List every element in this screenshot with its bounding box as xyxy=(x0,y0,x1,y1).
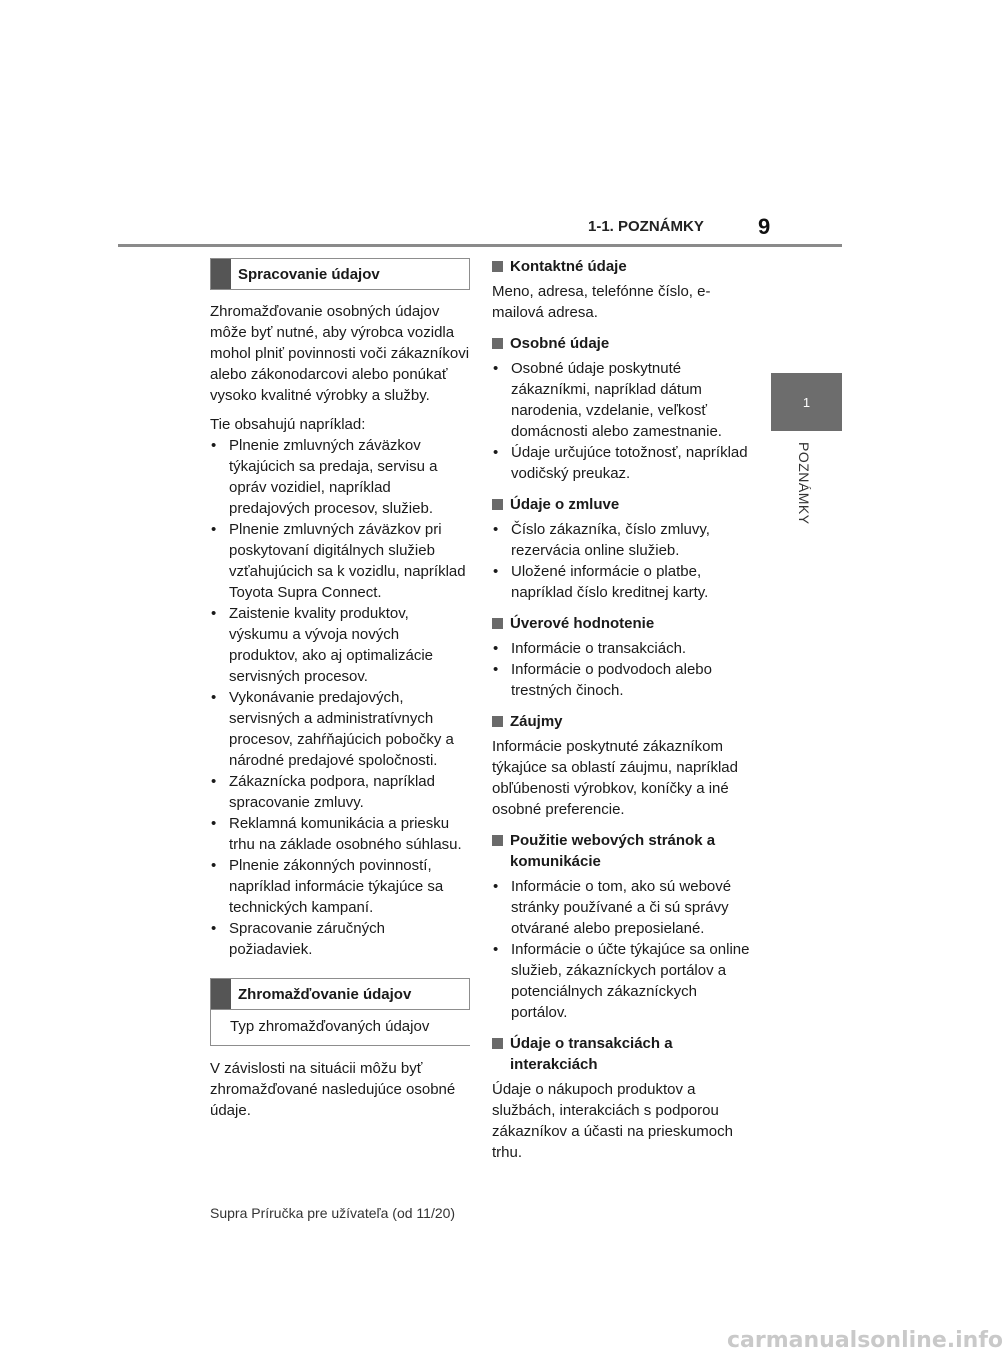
block-text: Informácie poskytnuté zákazníkom týkajúce sa oblastí záujmu, napríklad obľúbenosti výrobkov, koníčky a iné osobné preferencie. xyxy=(492,738,738,818)
watermark: carmanualsonline.info xyxy=(727,1328,1003,1353)
examples-list xyxy=(210,435,470,960)
subsection-box: Typ zhromažďovaných údajov xyxy=(210,1010,470,1046)
list-item: • Osobné údaje poskytnuté zákazníkmi, napríklad dátum narodenia, vzdelanie, veľkosť domácnosti alebo zamestnanie. xyxy=(493,360,722,440)
block-title: Údaje o zmluve xyxy=(510,496,620,513)
block-credit xyxy=(492,613,754,701)
block-title: Kontaktné údaje xyxy=(510,258,627,275)
list-item: • Zaistenie kvality produktov, výskumu a vývoja nových produktov, ako aj optimalizácie servisných procesov. xyxy=(211,605,433,685)
left-column xyxy=(210,258,470,1129)
chapter-tab: 1 xyxy=(771,373,842,431)
block-interests xyxy=(492,711,754,820)
block-personal xyxy=(492,333,754,484)
section-header: 1-1. POZNÁMKY xyxy=(588,218,704,235)
chapter-side-label: POZNÁMKY xyxy=(796,442,812,525)
square-bullet-icon xyxy=(492,1038,503,1049)
block-title: Údaje o transakciách a interakciách xyxy=(510,1035,673,1073)
examples-lead: Tie obsahujú napríklad: xyxy=(210,416,366,433)
list-item: • Uložené informácie o platbe, napríklad číslo kreditnej karty. xyxy=(493,563,709,601)
list-item: • Informácie o transakciách. xyxy=(493,640,687,657)
list-item: • Plnenie zmluvných záväzkov týkajúcich sa predaja, servisu a opráv vozidiel, napríklad predajových procesov, služieb. xyxy=(211,437,438,517)
section-box-data-collection xyxy=(210,978,470,1010)
square-bullet-icon xyxy=(492,261,503,272)
list-item: • Zákaznícka podpora, napríklad spracovanie zmluvy. xyxy=(211,773,435,811)
list-item: • Informácie o účte týkajúce sa online služieb, zákazníckych portálov a potenciálnych zákazníckych portálov. xyxy=(493,941,750,1021)
list-item: • Plnenie zákonných povinností, napríklad informácie týkajúce sa technických kampaní. xyxy=(211,857,444,916)
intro-paragraph: Zhromažďovanie osobných údajov môže byť nutné, aby výrobca vozidla mohol plniť povinnosti voči zákazníkovi alebo zákonodarcovi alebo ponúkať vysoko kvalitné výrobky a služby. xyxy=(210,303,470,404)
block-text: Údaje o nákupoch produktov a službách, interakciách s podporou zákazníkov a účasti na prieskumoch trhu. xyxy=(492,1081,733,1161)
list-item: • Informácie o podvodoch alebo trestných činoch. xyxy=(493,661,712,699)
square-bullet-icon xyxy=(492,835,503,846)
list-item: • Číslo zákazníka, číslo zmluvy, rezervácia online služieb. xyxy=(493,521,710,559)
section-title: Zhromažďovanie údajov xyxy=(238,985,412,1003)
page-number: 9 xyxy=(758,214,771,239)
right-column xyxy=(492,256,754,1173)
closing-paragraph: V závislosti na situácii môžu byť zhromažďované nasledujúce osobné údaje. xyxy=(210,1060,456,1119)
block-title: Záujmy xyxy=(510,713,563,730)
block-web xyxy=(492,830,754,1023)
list-item: • Reklamná komunikácia a priesku trhu na základe osobného súhlasu. xyxy=(211,815,462,853)
section-marker xyxy=(211,259,231,289)
square-bullet-icon xyxy=(492,338,503,349)
block-text: Meno, adresa, telefónne číslo, e-mailová adresa. xyxy=(492,283,711,321)
list-item: • Plnenie zmluvných záväzkov pri poskytovaní digitálnych služieb vzťahujúcich sa k vozidlu, napríklad Toyota Supra Connect. xyxy=(211,521,466,601)
block-title: Osobné údaje xyxy=(510,335,610,352)
block-contact xyxy=(492,256,754,323)
footer-manual-title: Supra Príručka pre užívateľa (od 11/20) xyxy=(210,1205,456,1221)
square-bullet-icon xyxy=(492,499,503,510)
square-bullet-icon xyxy=(492,618,503,629)
list-item: • Vykonávanie predajových, servisných a administratívnych procesov, zahŕňajúcich pobočky a národné predajové spoločnosti. xyxy=(211,689,454,769)
block-contract xyxy=(492,494,754,603)
header-rule xyxy=(118,244,842,247)
block-title: Úverové hodnotenie xyxy=(510,615,655,632)
section-box-data-processing xyxy=(210,258,470,290)
block-title: Použitie webových stránok a komunikácie xyxy=(510,832,716,870)
list-item: • Údaje určujúce totožnosť, napríklad vodičský preukaz. xyxy=(493,444,748,482)
block-transactions xyxy=(492,1033,754,1163)
section-marker xyxy=(211,979,231,1009)
list-item: • Spracovanie záručných požiadaviek. xyxy=(211,920,385,958)
square-bullet-icon xyxy=(492,716,503,727)
section-title: Spracovanie údajov xyxy=(238,265,380,283)
list-item: • Informácie o tom, ako sú webové stránky používané a či sú správy otvárané alebo preposielané. xyxy=(493,878,732,937)
